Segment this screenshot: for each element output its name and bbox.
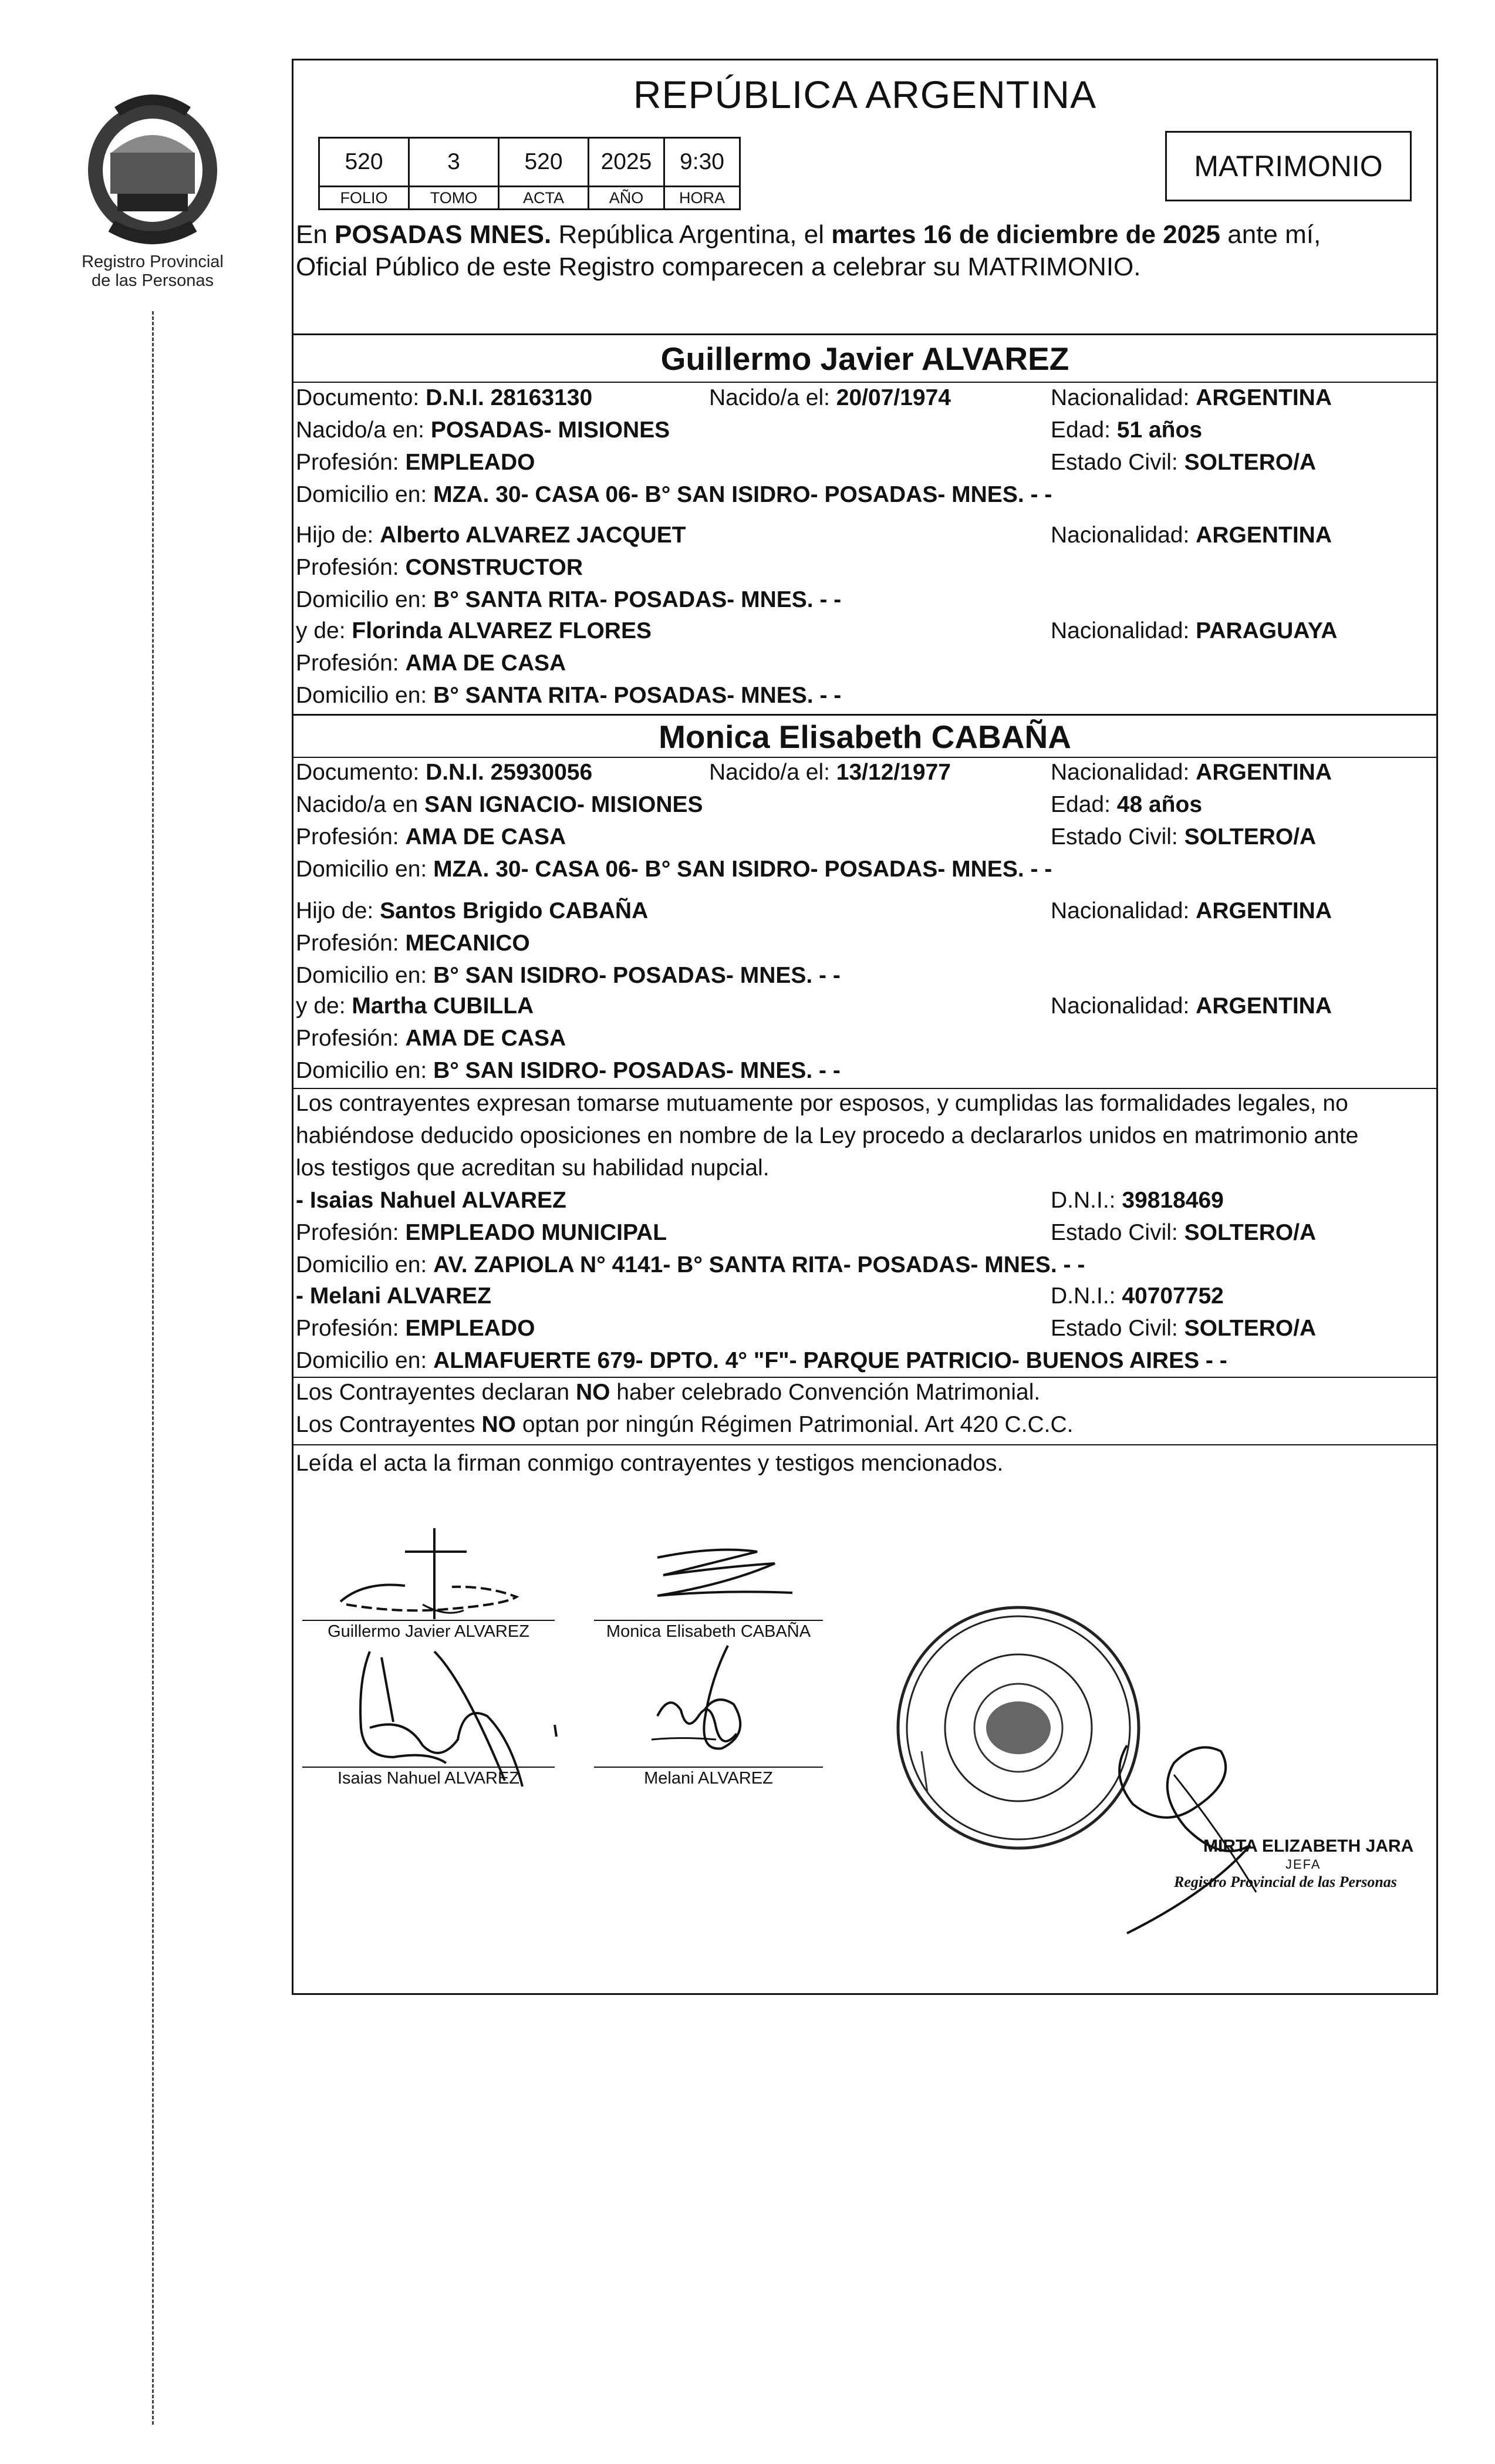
bride-birthdate: Nacido/a el: 13/12/1977 — [709, 760, 951, 785]
groom-name: Guillermo Javier ALVAREZ — [660, 341, 1069, 377]
convention-statement: Los Contrayentes declaran NO haber celebrado Convención Matrimonial. — [296, 1380, 1041, 1405]
bride-mother-address: Domicilio en: B° SAN ISIDRO- POSADAS- MNES. - - — [296, 1058, 841, 1083]
official-stamp-role: JEFA — [1285, 1857, 1321, 1872]
bride-signature-label: Monica Elisabeth CABAÑA — [606, 1622, 811, 1641]
bride-nationality: Nacionalidad: ARGENTINA — [1051, 760, 1332, 785]
witness-1-signature-label: Isaias Nahuel ALVAREZ — [337, 1769, 520, 1788]
witness-1-dni: D.N.I.: 39818469 — [1051, 1188, 1224, 1213]
intro-line-2: Oficial Público de este Registro comparecen a celebrar su MATRIMONIO. — [296, 252, 1141, 281]
declaration-line-1: Los contrayentes expresan tomarse mutuamente por esposos, y cumplidas las formalidades legales, no — [296, 1091, 1348, 1116]
witness-2-signature — [634, 1634, 787, 1775]
witness-2-civil-status: Estado Civil: SOLTERO/A — [1051, 1316, 1317, 1341]
tomo-value: 3 — [409, 138, 499, 187]
groom-mother-address: Domicilio en: B° SANTA RITA- POSADAS- MNES. - - — [296, 683, 842, 708]
bride-signature-line — [594, 1620, 823, 1621]
declaration-line-3: los testigos que acreditan su habilidad nupcial. — [296, 1155, 770, 1181]
groom-father-profession: Profesión: CONSTRUCTOR — [296, 555, 583, 580]
province-seal-logo — [76, 88, 229, 247]
groom-nationality: Nacionalidad: ARGENTINA — [1051, 385, 1332, 410]
groom-birthdate: Nacido/a el: 20/07/1974 — [709, 385, 951, 410]
witness-1-profession: Profesión: EMPLEADO MUNICIPAL — [296, 1220, 667, 1245]
witness-2-name: - Melani ALVAREZ — [296, 1283, 491, 1309]
witness-2-profession: Profesión: EMPLEADO — [296, 1316, 535, 1341]
marriage-certificate — [292, 59, 1438, 1995]
registry-data-table — [318, 137, 741, 210]
groom-father: Hijo de: Alberto ALVAREZ JACQUET — [296, 523, 686, 548]
groom-birthplace: Nacido/a en: POSADAS- MISIONES — [296, 417, 670, 443]
bride-father-address: Domicilio en: B° SAN ISIDRO- POSADAS- MNES. - - — [296, 963, 841, 988]
groom-father-nationality: Nacionalidad: ARGENTINA — [1051, 523, 1332, 548]
bride-father-nationality: Nacionalidad: ARGENTINA — [1051, 898, 1332, 923]
witness-1-civil-status: Estado Civil: SOLTERO/A — [1051, 1220, 1317, 1245]
witness-2-dni: D.N.I.: 40707752 — [1051, 1283, 1224, 1309]
intro-line-1: En POSADAS MNES. República Argentina, el martes 16 de diciembre de 2025 ante mí, — [296, 220, 1321, 249]
bride-document: Documento: D.N.I. 25930056 — [296, 760, 593, 785]
groom-signature-label: Guillermo Javier ALVAREZ — [328, 1622, 529, 1641]
bride-father: Hijo de: Santos Brigido CABAÑA — [296, 898, 649, 923]
divider — [293, 382, 1436, 383]
witness-2-address: Domicilio en: ALMAFUERTE 679- DPTO. 4° "F"- PARQUE PATRICIO- BUENOS AIRES - - — [296, 1348, 1227, 1373]
witness-1-signature-line — [302, 1767, 555, 1768]
hour-label: HORA — [664, 187, 740, 210]
divider — [293, 333, 1436, 335]
perforation-line — [152, 311, 154, 2425]
bride-age: Edad: 48 años — [1051, 792, 1203, 817]
declaration-line-2: habiéndose deducido oposiciones en nombre de la Ley procedo a declararlos unidos en matrimonio ante — [296, 1123, 1359, 1148]
groom-address: Domicilio en: MZA. 30- CASA 06- B° SAN ISIDRO- POSADAS- MNES. - - — [296, 482, 1052, 507]
closing-statement: Leída el acta la firman conmigo contrayentes y testigos mencionados. — [296, 1451, 1004, 1476]
official-stamp-name: MIRTA ELIZABETH JARA — [1203, 1836, 1414, 1856]
year-label: AÑO — [589, 187, 664, 210]
groom-age: Edad: 51 años — [1051, 417, 1203, 443]
act-type-box: MATRIMONIO — [1165, 131, 1412, 201]
acta-label: ACTA — [499, 187, 589, 210]
bride-profession: Profesión: AMA DE CASA — [296, 824, 566, 850]
bride-signature — [622, 1540, 810, 1622]
bride-name: Monica Elisabeth CABAÑA — [659, 719, 1071, 755]
groom-mother-profession: Profesión: AMA DE CASA — [296, 650, 566, 676]
groom-profession: Profesión: EMPLEADO — [296, 450, 535, 475]
logo-caption: Registro Provincial de las Personas — [82, 252, 224, 290]
groom-signature-line — [302, 1620, 555, 1621]
bride-address: Domicilio en: MZA. 30- CASA 06- B° SAN ISIDRO- POSADAS- MNES. - - — [296, 857, 1052, 882]
witness-2-signature-line — [594, 1767, 823, 1768]
bride-mother-nationality: Nacionalidad: ARGENTINA — [1051, 993, 1332, 1019]
bride-mother-profession: Profesión: AMA DE CASA — [296, 1026, 566, 1051]
bride-civil-status: Estado Civil: SOLTERO/A — [1051, 824, 1317, 850]
hour-value: 9:30 — [664, 138, 740, 187]
page-title: REPÚBLICA ARGENTINA — [633, 73, 1097, 116]
official-stamp-office: Registro Provincial de las Personas — [1174, 1873, 1397, 1890]
groom-mother-nationality: Nacionalidad: PARAGUAYA — [1051, 618, 1338, 643]
groom-mother: y de: Florinda ALVAREZ FLORES — [296, 618, 652, 643]
witness-1-address: Domicilio en: AV. ZAPIOLA N° 4141- B° SANTA RITA- POSADAS- MNES. - - — [296, 1252, 1085, 1277]
witness-1-name: - Isaias Nahuel ALVAREZ — [296, 1188, 566, 1213]
witness-2-signature-label: Melani ALVAREZ — [644, 1769, 773, 1788]
bride-birthplace: Nacido/a en SAN IGNACIO- MISIONES — [296, 792, 703, 817]
divider — [293, 1444, 1436, 1445]
folio-value: 520 — [319, 138, 409, 187]
groom-civil-status: Estado Civil: SOLTERO/A — [1051, 450, 1317, 475]
tomo-label: TOMO — [409, 187, 499, 210]
year-value: 2025 — [589, 138, 664, 187]
regime-statement: Los Contrayentes NO optan por ningún Régimen Patrimonial. Art 420 C.C.C. — [296, 1412, 1074, 1437]
divider — [293, 714, 1436, 716]
acta-value: 520 — [499, 138, 589, 187]
groom-father-address: Domicilio en: B° SANTA RITA- POSADAS- MNES. - - — [296, 587, 842, 612]
bride-mother: y de: Martha CUBILLA — [296, 993, 534, 1019]
groom-document: Documento: D.N.I. 28163130 — [296, 385, 593, 410]
bride-father-profession: Profesión: MECANICO — [296, 931, 530, 956]
folio-label: FOLIO — [319, 187, 409, 210]
